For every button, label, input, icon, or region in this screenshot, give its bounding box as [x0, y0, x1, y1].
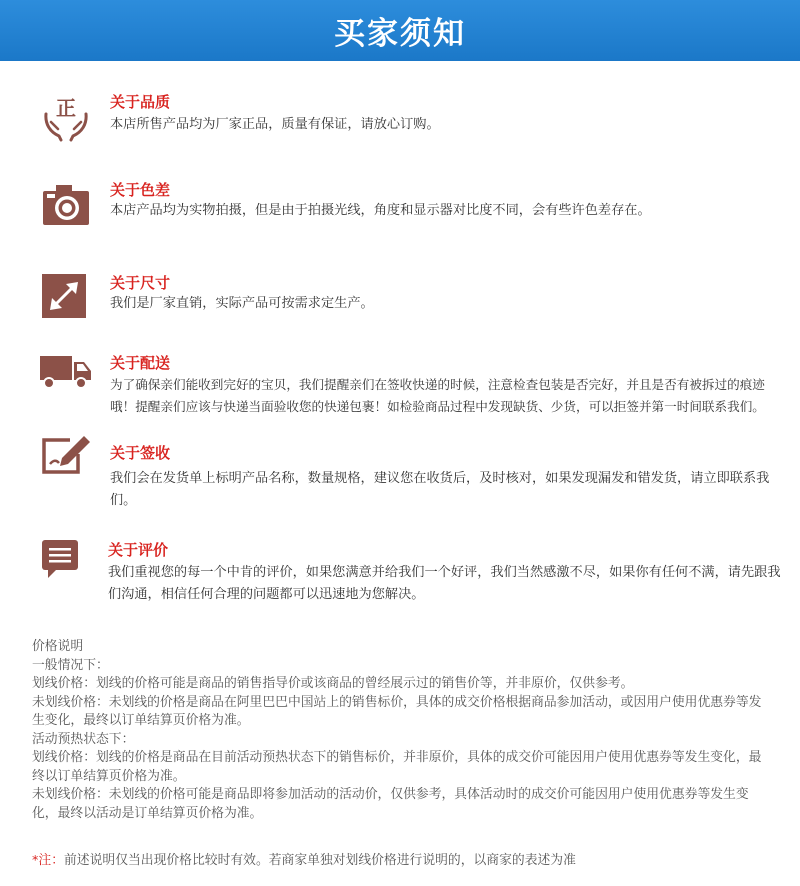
- section-title: 关于配送: [110, 354, 171, 372]
- section-text: 我们是厂家直销，实际产品可按需求定生产。: [110, 296, 374, 311]
- section-review: [40, 536, 790, 616]
- page-title: 买家须知: [334, 16, 466, 52]
- section-text: 为了确保亲们能收到完好的宝贝，我们提醒亲们在签收快递的时候，注意检查包装是否完好，并且是否有被拆过的痕迹哦！提醒亲们应该与快递当面验收您的快递包裹！如检验商品过程中发现缺货、少货，可以拒签并第一时间联系我们。: [110, 377, 765, 414]
- section-quality: [40, 92, 790, 144]
- footnote: [32, 852, 782, 870]
- preheat-unstrike-price: 未划线价格：未划线的价格可能是商品即将参加活动的活动价，仅供参考，具体活动时的成交价可能因用户使用优惠券等发生变化，最终以活动是订单结算页价格为准。: [32, 787, 749, 821]
- comment-bubble-icon: [40, 536, 92, 588]
- section-signing: [40, 432, 790, 512]
- section-text: 本店产品均为实物拍摄，但是由于拍摄光线，角度和显示器对比度不同，会有些许色差存在。: [110, 203, 651, 218]
- general-heading: 一般情况下：: [32, 657, 109, 673]
- section-title: 关于尺寸: [110, 274, 171, 292]
- preheat-strike-price: 划线价格：划线的价格是商品在目前活动预热状态下的销售标价，并非原价，具体的成交价可能因用户使用优惠券等发生变化，最终以订单结算页价格为准。: [32, 750, 762, 784]
- section-title: 关于签收: [110, 444, 171, 462]
- section-text: 我们重视您的每一个中肯的评价，如果您满意并给我们一个好评，我们当然感激不尽，如果你有任何不满，请先跟我们沟通，相信任何合理的问题都可以迅速地为您解决。: [108, 565, 781, 602]
- delivery-truck-icon: [40, 350, 92, 402]
- section-color: [40, 180, 790, 232]
- section-delivery: [40, 350, 790, 440]
- section-title: 关于色差: [110, 181, 171, 199]
- sign-pen-icon: [40, 432, 92, 484]
- camera-icon: [40, 180, 92, 232]
- section-text: 本店所售产品均为厂家正品，质量有保证，请放心订购。: [110, 117, 440, 132]
- resize-arrow-icon: [40, 272, 92, 324]
- footnote-mark: *注：: [32, 853, 64, 868]
- footnote-text: 前述说明仅当出现价格比较时有效。若商家单独对划线价格进行说明的，以商家的表述为准: [64, 853, 576, 868]
- genuine-hands-icon: [40, 92, 92, 144]
- section-title: 关于品质: [110, 93, 171, 111]
- general-unstrike-price: 未划线价格：未划线的价格是商品在阿里巴巴中国站上的销售标价，具体的成交价格根据商品参加活动，或因用户使用优惠券等发生变化，最终以订单结算页价格为准。: [32, 694, 762, 728]
- header-banner: [0, 0, 800, 61]
- general-strike-price: 划线价格：划线的价格可能是商品的销售指导价或该商品的曾经展示过的销售价等，并非原价，仅供参考。: [32, 676, 634, 691]
- section-title: 关于评价: [108, 541, 169, 559]
- price-heading: 价格说明: [32, 639, 84, 654]
- preheat-heading: 活动预热状态下：: [32, 731, 135, 747]
- section-size: [40, 268, 790, 320]
- section-text: 我们会在发货单上标明产品名称，数量规格，建议您在收货后，及时核对，如果发现漏发和错发货，请立即联系我们。: [110, 471, 770, 508]
- price-notes: [32, 638, 772, 823]
- svg-text:正: 正: [56, 96, 76, 120]
